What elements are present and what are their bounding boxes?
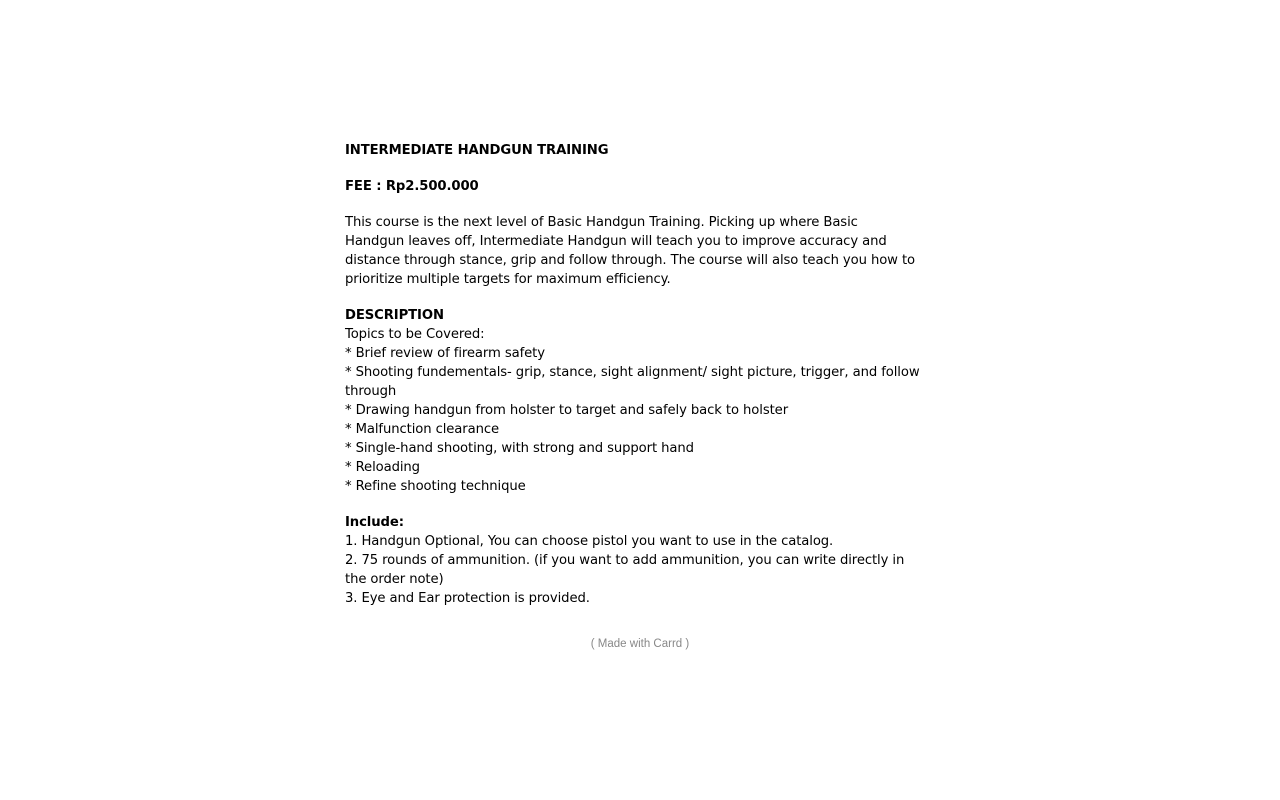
list-item: * Brief review of firearm safety (345, 346, 545, 361)
list-item: * Refine shooting technique (345, 479, 526, 494)
topics-list (345, 344, 920, 496)
list-item: * Malfunction clearance (345, 422, 500, 437)
list-item: * Single-hand shooting, with strong and support hand (345, 441, 694, 456)
course-title: INTERMEDIATE HANDGUN TRAINING (345, 143, 609, 158)
description-heading: DESCRIPTION (345, 308, 444, 323)
course-intro: This course is the next level of Basic Handgun Training. Picking up where Basic Handgun leaves off, Intermediate Handgun will teach you to improve accuracy and distance through stance, grip and follow through. The course will also teach you how to prioritize multiple targets for maximum efficiency. (345, 215, 915, 287)
list-item: * Reloading (345, 460, 420, 475)
description-subheading: Topics to be Covered: (345, 327, 485, 342)
course-fee: FEE : Rp2.500.000 (345, 179, 479, 194)
list-item: 3. Eye and Ear protection is provided. (345, 591, 590, 606)
include-list (345, 532, 920, 608)
made-with-carrd-link[interactable]: ( Made with Carrd ) (590, 638, 690, 650)
list-item: * Shooting fundementals- grip, stance, sight alignment/ sight picture, trigger, and follow through (345, 365, 920, 399)
list-item: 2. 75 rounds of ammunition. (if you want to add ammunition, you can write directly in the order note) (345, 553, 905, 587)
list-item: 1. Handgun Optional, You can choose pistol you want to use in the catalog. (345, 534, 834, 549)
include-heading: Include: (345, 515, 404, 530)
list-item: * Drawing handgun from holster to target and safely back to holster (345, 403, 789, 418)
main-content (345, 141, 920, 608)
